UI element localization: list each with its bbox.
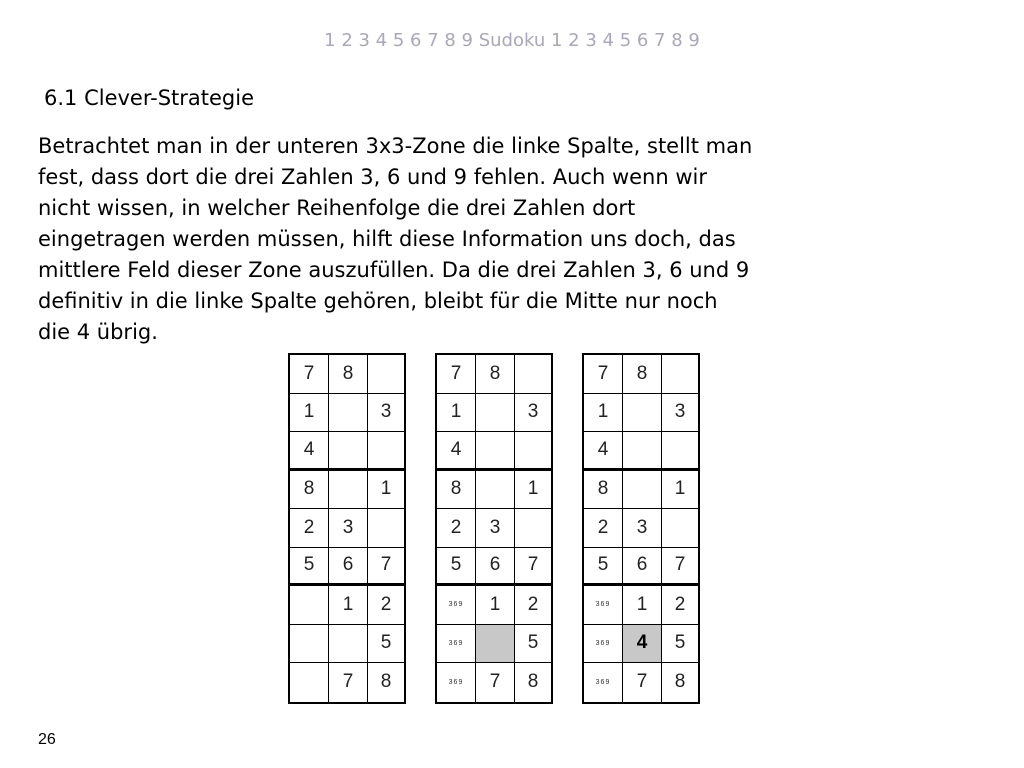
sudoku-cell bbox=[290, 663, 329, 702]
sudoku-cell: 5 bbox=[368, 625, 404, 664]
sudoku-cell: 5 bbox=[584, 548, 623, 587]
sudoku-cell bbox=[662, 432, 698, 471]
sudoku-cell: 1 bbox=[476, 586, 515, 625]
sudoku-cell: 7 bbox=[662, 548, 698, 587]
sudoku-cell: 2 bbox=[584, 509, 623, 548]
sudoku-cell: 5 bbox=[662, 625, 698, 664]
sudoku-cell: 8 bbox=[437, 471, 476, 510]
sudoku-cell: 8 bbox=[674, 671, 686, 693]
sudoku-cell bbox=[515, 509, 551, 548]
sudoku-cell: 7 bbox=[515, 548, 551, 587]
sudoku-cell bbox=[662, 355, 698, 394]
candidate-digits: 369 bbox=[595, 678, 611, 686]
sudoku-cell: 5 bbox=[515, 625, 551, 664]
sudoku-cell: 3 bbox=[368, 394, 404, 433]
sudoku-cell-candidates bbox=[584, 663, 623, 702]
sudoku-cell: 3 bbox=[515, 394, 551, 433]
sudoku-column-grid-2 bbox=[435, 353, 553, 704]
sudoku-cell: 8 bbox=[527, 671, 539, 693]
body-line: fest, dass dort die drei Zahlen 3, 6 und 9 fehlen. Auch wenn wir bbox=[38, 165, 707, 189]
sudoku-cell-candidates bbox=[584, 586, 623, 625]
sudoku-cell: 3 bbox=[662, 394, 698, 433]
sudoku-cell: 8 bbox=[329, 355, 368, 394]
sudoku-cell: 7 bbox=[368, 548, 404, 587]
sudoku-cell: 6 bbox=[329, 548, 368, 587]
sudoku-cell-candidates bbox=[437, 586, 476, 625]
sudoku-cell: 1 bbox=[623, 586, 662, 625]
sudoku-cell: 7 bbox=[623, 663, 662, 702]
body-line: die 4 übrig. bbox=[38, 320, 158, 344]
section-title: 6.1 Clever-Strategie bbox=[44, 86, 255, 110]
sudoku-cell: 7 bbox=[329, 663, 368, 702]
sudoku-cell bbox=[476, 625, 515, 664]
candidate-digits: 369 bbox=[448, 601, 464, 609]
sudoku-cell bbox=[329, 394, 368, 433]
sudoku-cell bbox=[329, 432, 368, 471]
sudoku-cell: 2 bbox=[368, 586, 404, 625]
slide-header: 1 2 3 4 5 6 7 8 9 Sudoku 1 2 3 4 5 6 7 8 9 bbox=[324, 30, 700, 51]
sudoku-cell bbox=[476, 394, 515, 433]
candidate-digits: 369 bbox=[448, 678, 464, 686]
sudoku-cell: 1 bbox=[329, 586, 368, 625]
sudoku-cell bbox=[329, 471, 368, 510]
sudoku-cell: 7 bbox=[476, 663, 515, 702]
sudoku-cell bbox=[476, 432, 515, 471]
sudoku-cell bbox=[368, 355, 404, 394]
page-number: 26 bbox=[38, 731, 56, 748]
sudoku-cell: 4 bbox=[584, 432, 623, 471]
sudoku-cell: 4 bbox=[623, 625, 662, 664]
sudoku-cell bbox=[623, 471, 662, 510]
sudoku-cell: 2 bbox=[437, 509, 476, 548]
sudoku-cell: 6 bbox=[476, 548, 515, 587]
sudoku-column-grid-3 bbox=[582, 353, 700, 704]
sudoku-cell bbox=[623, 394, 662, 433]
sudoku-cell: 4 bbox=[437, 432, 476, 471]
sudoku-cell: 3 bbox=[329, 509, 368, 548]
sudoku-cell: 2 bbox=[662, 586, 698, 625]
sudoku-cell bbox=[329, 625, 368, 664]
body-line: eingetragen werden müssen, hilft diese Information uns doch, das bbox=[38, 227, 736, 251]
sudoku-cell-candidates bbox=[437, 663, 476, 702]
sudoku-cell bbox=[368, 509, 404, 548]
sudoku-cell bbox=[623, 432, 662, 471]
body-line: Betrachtet man in der unteren 3x3-Zone die linke Spalte, stellt man bbox=[38, 134, 753, 158]
candidate-digits: 369 bbox=[595, 601, 611, 609]
sudoku-cell: 8 bbox=[584, 471, 623, 510]
sudoku-cell: 2 bbox=[515, 586, 551, 625]
sudoku-cell: 1 bbox=[515, 471, 551, 510]
sudoku-cell: 8 bbox=[623, 355, 662, 394]
sudoku-cell: 6 bbox=[623, 548, 662, 587]
sudoku-cell: 1 bbox=[290, 394, 329, 433]
sudoku-cell bbox=[515, 432, 551, 471]
sudoku-cell bbox=[662, 509, 698, 548]
sudoku-cell: 8 bbox=[380, 671, 392, 693]
sudoku-cell bbox=[290, 625, 329, 664]
sudoku-cell-candidates bbox=[584, 625, 623, 664]
sudoku-cell: 1 bbox=[662, 471, 698, 510]
sudoku-cell bbox=[290, 586, 329, 625]
sudoku-cell bbox=[515, 355, 551, 394]
sudoku-cell: 7 bbox=[584, 355, 623, 394]
sudoku-cell: 4 bbox=[290, 432, 329, 471]
body-text bbox=[38, 131, 878, 348]
sudoku-cell bbox=[368, 432, 404, 471]
sudoku-cell: 5 bbox=[437, 548, 476, 587]
sudoku-cell-candidates bbox=[437, 625, 476, 664]
sudoku-cell: 8 bbox=[476, 355, 515, 394]
sudoku-cell: 1 bbox=[368, 471, 404, 510]
body-line: mittlere Feld dieser Zone auszufüllen. Da die drei Zahlen 3, 6 und 9 bbox=[38, 258, 750, 282]
sudoku-cell: 8 bbox=[290, 471, 329, 510]
sudoku-cell: 2 bbox=[290, 509, 329, 548]
sudoku-column-grid-1 bbox=[288, 353, 406, 704]
sudoku-cell: 3 bbox=[476, 509, 515, 548]
candidate-digits: 369 bbox=[595, 639, 611, 647]
sudoku-cell: 3 bbox=[623, 509, 662, 548]
body-line: nicht wissen, in welcher Reihenfolge die drei Zahlen dort bbox=[38, 196, 636, 220]
candidate-digits: 369 bbox=[448, 639, 464, 647]
sudoku-cell bbox=[476, 471, 515, 510]
sudoku-cell: 1 bbox=[437, 394, 476, 433]
sudoku-cell: 7 bbox=[290, 355, 329, 394]
sudoku-cell: 5 bbox=[290, 548, 329, 587]
sudoku-cell: 7 bbox=[437, 355, 476, 394]
sudoku-cell: 1 bbox=[584, 394, 623, 433]
body-line: definitiv in die linke Spalte gehören, bleibt für die Mitte nur noch bbox=[38, 289, 718, 313]
